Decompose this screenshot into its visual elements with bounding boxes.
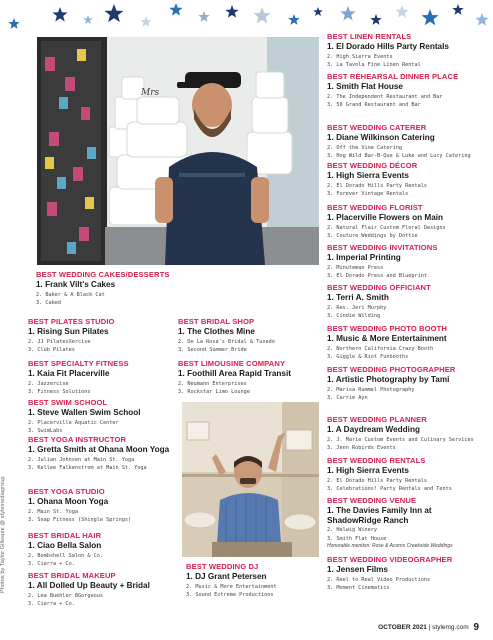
runner-up: 3. Cindie Wilding	[327, 313, 381, 320]
category-heading: BEST BRIDAL HAIR	[28, 531, 102, 540]
runner-up: 3. Celebrations! Party Rentals and Tents	[327, 486, 452, 493]
winner: 1. Frank Vilt's Cakes	[36, 280, 116, 290]
dj-photo	[182, 402, 319, 557]
category-heading: BEST YOGA INSTRUCTOR	[28, 435, 127, 444]
runner-up: 3. Cierra + Co.	[28, 601, 75, 608]
winner: 1. Artistic Photography by Tami	[327, 375, 450, 385]
category-block	[28, 532, 178, 569]
runner-up: 2. Helwig Winery	[327, 527, 377, 534]
runner-up: 3. Sound Extreme Productions	[186, 592, 274, 599]
category-block	[327, 73, 485, 110]
category-heading: BEST BRIDAL MAKEUP	[28, 571, 116, 580]
runner-up: 3. Rockstar Limo Lounge	[178, 389, 250, 396]
star-icon	[452, 4, 463, 15]
winner: 1. Ciao Bella Salon	[28, 541, 102, 551]
category-block	[28, 572, 178, 609]
star-icon	[198, 11, 209, 22]
star-icon	[83, 15, 93, 24]
runner-up: 3. Fitness Solutions	[28, 389, 91, 396]
star-banner	[0, 0, 493, 34]
star-icon	[225, 5, 238, 18]
runner-up: 3. Club Pilates	[28, 347, 75, 354]
star-icon	[8, 18, 19, 29]
runner-up: 2. El Dorado Hills Party Rentals	[327, 477, 427, 484]
category-block	[327, 416, 485, 453]
runner-up: 3. Hog Wild Bar-B-Que & Luke and Lucy Catering	[327, 153, 471, 160]
runner-up: 2. Placerville Aquatic Center	[28, 419, 119, 426]
category-block	[28, 488, 178, 525]
winner: 1. Ohana Moon Yoga	[28, 497, 109, 507]
runner-up: 2. J. Marie Custom Events and Culinary Services	[327, 436, 474, 443]
winner: 1. Jensen Films	[327, 565, 388, 575]
category-block	[327, 325, 485, 362]
category-heading: BEST WEDDING PLANNER	[327, 415, 427, 424]
category-block	[327, 244, 485, 281]
category-heading: BEST WEDDING PHOTOGRAPHER	[327, 365, 456, 374]
winner: 1. High Sierra Events	[327, 171, 409, 181]
category-heading: BEST WEDDING CATERER	[327, 123, 427, 132]
category-heading: BEST PILATES STUDIO	[28, 317, 115, 326]
runner-up: 2. De La Rosa's Bridal & Tuxedo	[178, 338, 275, 345]
page-footer	[378, 622, 479, 633]
winner: 1. Gretta Smith at Ohana Moon Yoga	[28, 445, 170, 455]
star-icon	[52, 7, 67, 21]
runner-up: 2. Natural Flair Custom Floral Designs	[327, 224, 446, 231]
runner-up: 2. Off the Vine Catering	[327, 144, 402, 151]
winner: 1. Placerville Flowers on Main	[327, 213, 444, 223]
runner-up: 3. Jenn Robirds Events	[327, 445, 396, 452]
runner-up: 3. Giggle & Riot Funbooths	[327, 354, 409, 361]
site-name: stylemg.com	[432, 624, 469, 631]
runner-up: 2. Baker & A Black Cat	[36, 291, 105, 298]
runner-up: 3. Kellee Falkenstrom at Main St. Yoga	[28, 465, 147, 472]
runner-up: 2. Reel to Real Video Productions	[327, 576, 431, 583]
category-heading: BEST SPECIALTY FITNESS	[28, 359, 129, 368]
runner-up: 3. Cierra + Co.	[28, 561, 75, 568]
runner-up: 3. Carrie Ayn	[327, 395, 368, 402]
runner-up: 3. Moment Cinematics	[327, 585, 390, 592]
category-heading: BEST SWIM SCHOOL	[28, 398, 108, 407]
category-block	[327, 366, 485, 403]
winner: 1. Terri A. Smith	[327, 293, 389, 303]
runner-up: 3. 50 Grand Restaurant and Bar	[327, 102, 421, 109]
winner: 1. Music & More Entertainment	[327, 334, 447, 344]
category-heading: BEST YOGA STUDIO	[28, 487, 105, 496]
star-icon	[421, 9, 438, 25]
category-heading: BEST LIMOUSINE COMPANY	[178, 359, 286, 368]
category-block	[28, 436, 178, 473]
runner-up: 2. The Independent Restaurant and Bar	[327, 93, 443, 100]
runner-up: 3. Couture Weddings by Dottie	[327, 233, 418, 240]
winner: 1. Kaia Fit Placerville	[28, 369, 110, 379]
runner-up: 3. Smith Flat House	[327, 535, 387, 542]
honorable-mention: Honorable mention: Rose & Acorns Creekside Weddings	[327, 543, 453, 550]
category-heading: BEST WEDDING CAKES/DESSERTS	[36, 270, 170, 279]
category-wedding-cakes	[36, 271, 186, 308]
runner-up: 3. Snap Fitness (Shingle Springs)	[28, 517, 132, 524]
winner: 1. All Dolled Up Beauty + Bridal	[28, 581, 150, 591]
category-block	[327, 284, 485, 321]
star-icon	[169, 3, 182, 16]
winner: 1. The Clothes Mine	[178, 327, 255, 337]
winner: 1. High Sierra Events	[327, 466, 409, 476]
photo-credit: Photos by Taylor Gillespie @ stylemediagroup	[0, 476, 6, 594]
winner: 1. Diane Wilkinson Catering	[327, 133, 435, 143]
winner: 1. El Dorado Hills Party Rentals	[327, 42, 449, 52]
category-block	[327, 556, 485, 593]
runner-up: 3. La Tavola Fine Linen Rental	[327, 62, 421, 69]
runner-up: 2. Lea Buehler BGorgeous	[28, 592, 103, 599]
category-block	[327, 497, 485, 550]
star-icon	[104, 4, 123, 22]
runner-up: 2. Music & More Entertainment	[186, 583, 277, 590]
category-heading: BEST WEDDING PHOTO BOOTH	[327, 324, 447, 333]
runner-up: 2. High Sierra Events	[327, 53, 393, 60]
footer-divider: |	[428, 624, 433, 631]
star-icon	[475, 13, 488, 26]
page-number: 9	[473, 622, 479, 633]
runner-up: 2. Main St. Yoga	[28, 508, 78, 515]
svg-text:Mrs: Mrs	[141, 88, 160, 98]
runner-up: 2. Bombshell Salon & Co.	[28, 552, 103, 559]
category-heading: BEST WEDDING RENTALS	[327, 456, 426, 465]
star-icon	[370, 14, 381, 25]
winner: 1. DJ Grant Petersen	[186, 572, 267, 582]
category-heading: BEST LINEN RENTALS	[327, 32, 412, 41]
category-heading: BEST WEDDING INVITATIONS	[327, 243, 438, 252]
runner-up: 3. El Dorado Press and Blueprint	[327, 273, 427, 280]
runner-up: 3. Second Summer Bride	[178, 347, 247, 354]
category-heading: BEST WEDDING DJ	[186, 562, 259, 571]
issue-date: OCTOBER 2021	[378, 624, 427, 631]
category-heading: BEST WEDDING FLORIST	[327, 203, 423, 212]
category-block	[327, 162, 485, 199]
category-block	[28, 360, 178, 397]
category-heading: BEST WEDDING VENUE	[327, 496, 417, 505]
category-block	[28, 399, 178, 436]
runner-up: 2. Julian Johnsen at Main St. Yoga	[28, 456, 135, 463]
runner-up: 3. Caked	[36, 300, 61, 307]
cake-photo	[37, 37, 319, 265]
winner: 1. Steve Wallen Swim School	[28, 408, 141, 418]
category-block	[186, 563, 321, 600]
category-heading: BEST WEDDING DÉCOR	[327, 161, 418, 170]
category-block	[28, 318, 178, 355]
category-block	[327, 457, 485, 494]
runner-up: 3. SwimLabs	[28, 428, 63, 435]
winner: 1. Foothill Area Rapid Transit	[178, 369, 291, 379]
star-icon	[140, 16, 151, 27]
star-icon	[313, 7, 323, 16]
category-block	[327, 124, 485, 161]
category-heading: BEST REHEARSAL DINNER PLACE	[327, 72, 459, 81]
runner-up: 2. Marisa Rummel Photography	[327, 386, 415, 393]
category-block	[327, 33, 485, 70]
runner-up: 2. Jazzercise	[28, 380, 69, 387]
category-heading: BEST WEDDING OFFICIANT	[327, 283, 431, 292]
winner: 1. Rising Sun Pilates	[28, 327, 109, 337]
category-heading: BEST WEDDING VIDEOGRAPHER	[327, 555, 453, 564]
category-block	[178, 360, 323, 397]
runner-up: 2. Northern California Crazy Booth	[327, 345, 434, 352]
category-block	[327, 204, 485, 241]
winner: 1. The Davies Family Inn at ShadowRidge Ranch	[327, 506, 432, 525]
star-icon	[395, 5, 408, 18]
star-icon	[340, 6, 355, 20]
runner-up: 2. Neumann Enterprises	[178, 380, 247, 387]
winner: 1. A Daydream Wedding	[327, 425, 420, 435]
runner-up: 2. El Dorado Hills Party Rentals	[327, 182, 427, 189]
runner-up: 2. Rev. Jeri Murphy	[327, 304, 387, 311]
winner: 1. Smith Flat House	[327, 82, 403, 92]
category-block	[178, 318, 323, 355]
runner-up: 2. Minuteman Press	[327, 264, 384, 271]
star-icon	[253, 7, 270, 23]
runner-up: 2. JJ PilatesXercise	[28, 338, 91, 345]
runner-up: 3. Forever Vintage Rentals	[327, 191, 409, 198]
category-heading: BEST BRIDAL SHOP	[178, 317, 255, 326]
winner: 1. Imperial Printing	[327, 253, 401, 263]
star-icon	[288, 14, 299, 25]
